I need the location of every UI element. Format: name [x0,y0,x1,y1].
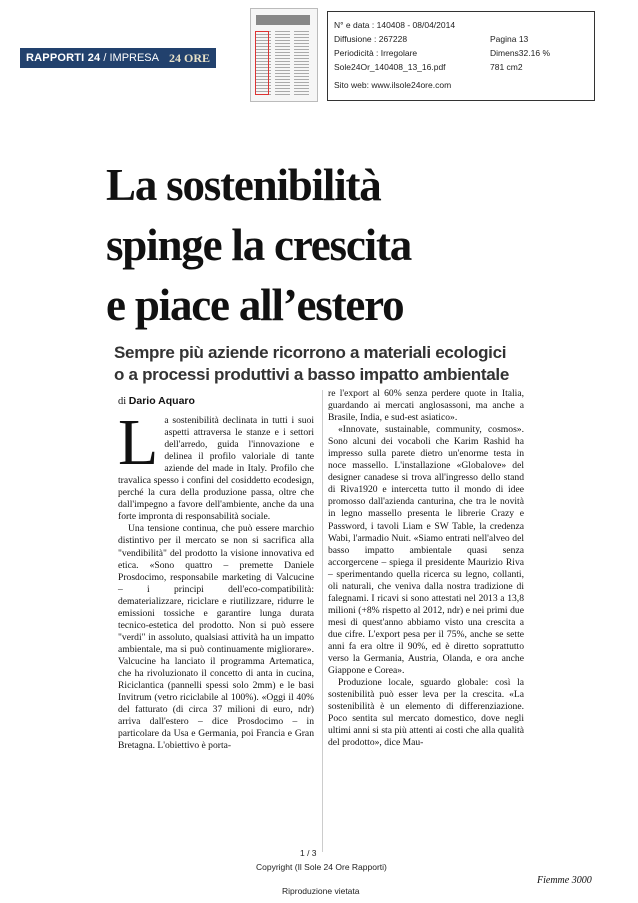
page-number: 1 / 3 [300,848,317,858]
info-dimens: Dimens32.16 % [490,48,551,58]
client-brand: Fiemme 3000 [537,875,592,886]
info-diffusione: Diffusione : 267228 [334,34,408,44]
article-headline: La sostenibilità spinge la crescita e piace all’estero [106,160,412,330]
article-column-1: La sostenibilità declinata in tutti i suoi aspetti attraversa le stanze e i settori dell'arredo, guida l'innovazione e delinea il profilo valoriale di tante aziende del made in Italy. Profilo che travalica spesso i confini del cosiddetto ecodesign, perché la cura della produzione passa, oltre che dall'impegno a favore dell'ambiente, anche da una forte impronta di responsabilità sociale. Una tensione continua, che può essere marchio distintivo per il mercato se non si sacrifica alla "vendibilità" del prodotto la visione innovativa ed etica. «Sono quattro – premette Daniele Prosdocimo, responsabile marketing di Valcucine – i principi dell'eco-compatibilità: dematerializzare, riciclare e riutilizzare, ridurre le emissioni tossiche e garantire lunga durata tecnico-estetica del prodotto. Non si può essere "verdi" in assoluto, qualsiasi attività ha un impatto ambientale, ma si può continuamente migliorare». Valcucine ha lanciato il programma Artematica, che ha rivoluzionato il concetto di anta in cucina, Riciclantica (pannelli spessi solo 2mm) e le basi Invitrum (vetro riciclabile al 100%). «Oggi il 40% del fatturato (di circa 37 milioni di euro, ndr) arriva dall'estero – dice Prosdocimo – in particolare da Usa e Germania, poi Francia e Gran Bretagna. L'obiettivo è porta- [118,406,314,752]
newspaper-logo [20,48,216,68]
drop-cap: L [118,406,159,479]
article-byline: di Dario Aquaro [118,395,195,407]
author-name: Dario Aquaro [128,395,195,407]
logo-section: RAPPORTI 24 [26,52,101,64]
article-subheadline: Sempre più aziende ricorrono a materiali ecologici o a processi produttivi a basso impatto ambientale [114,343,509,384]
info-site: Sito web: www.ilsole24ore.com [334,80,452,90]
reproduction-notice: Riproduzione vietata [282,886,360,896]
page-thumbnail [250,8,318,102]
logo-paper: 24 ORE [168,50,210,65]
info-number-date: N° e data : 140408 - 08/04/2014 [334,20,456,30]
article-clipping [100,140,540,855]
clipping-info-box [327,11,595,101]
info-area: 781 cm2 [490,62,523,72]
article-column-2: re l'export al 60% senza perdere quote in Italia, guardando ai mercati anglosassoni, ma anche a Brasile, India, e sud-est asiatico». «Innovate, sustainable, community, cosmos». Sono alcuni dei vocaboli che Karim Rashid ha impresso sulla parete dietro un'enorme testa in noce massello. L'installazione «Globalove» del designer canadese si trova all'ingresso dello stand di Riva1920 e intercetta tutto il mondo di idee promosso dall'azienda canturina, che tra le novità in legno massello presenta le librerie Crazy e Password, i tavoli Liam e SW Table, la credenza Wabi, l'armadio Nuit. «Siamo entrati nell'alveo del basso impatto ambientale quasi senza accorgercene – spiega il presidente Maurizio Riva – sperimentando quella ricerca su legno, collanti, oli naturali, che veniva dalla nostra tradizione di falegnami. I ricavi si sono attestati nel 2013 a 13,8 milioni (+8% rispetto al 2012, ndr) e nei primi due mesi di quest'anno abbiamo visto una crescita a due cifre. L'export pesa per il 75%, anche se sette anni fa era oltre il 90%, ed è diretto soprattutto verso la Germania, Austria, Olanda, e ora anche Giappone e Corea». Produzione locale, sguardo globale: così la sostenibilità può esser leva per la crescita. «La sostenibilità è un elemento di differenziazione. Poco sentita sul mercato domestico, dove negli ultimi anni si sta più attenti ai costi che alla qualità del prodotto», dice Mau- [328,388,524,749]
copyright-text: Copyright (Il Sole 24 Ore Rapporti) [256,862,387,872]
info-periodicita: Periodicità : Irregolare [334,48,418,58]
info-file: Sole24Or_140408_13_16.pdf [334,62,446,72]
logo-sub: / IMPRESA [103,52,159,64]
info-pagina: Pagina 13 [490,34,529,44]
